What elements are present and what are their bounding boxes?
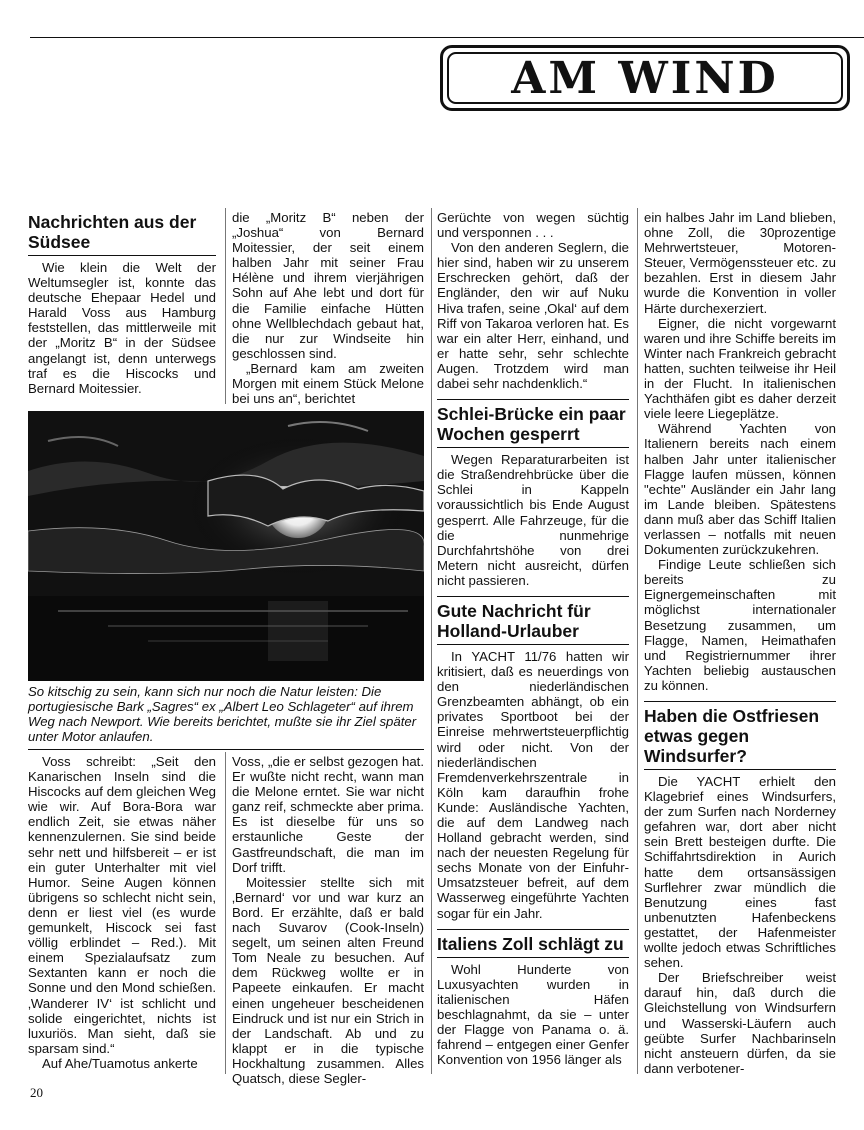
headline-holland-urlauber: Gute Nachricht für Holland-Urlauber (437, 596, 629, 645)
paragraph: Voss, „die er selbst gezogen hat. Er wußte nicht recht, wann man die Melone erntet. Sie war nicht ganz reif, schmeckte aber prima. Es ist dieselbe für uns so erstaunliche Geste der Gastfreundschaft, die man im Dorf trifft. (232, 754, 424, 875)
paragraph: Gerüchte von wegen süchtig und versponnen . . . (437, 210, 629, 241)
article-suedsee-intro (28, 212, 216, 396)
column-divider (225, 752, 226, 1074)
headline-italiens-zoll: Italiens Zoll schlägt zu (437, 929, 629, 958)
photo-caption: So kitschig zu sein, kann sich nur noch die Natur leisten: Die portugiesische Bark „Sagres“ ex „Albert Leo Schlageter“ auf ihrem Weg nach Newport. Wie bereits berichtet, mußte sie ihr Ziel später unter Motor anlaufen. (28, 684, 417, 744)
page-number: 20 (30, 1085, 43, 1100)
paragraph: Auf Ahe/Tuamotus ankerte (42, 1055, 198, 1071)
caption-rule (28, 749, 424, 750)
top-rule (30, 37, 864, 38)
column-four (644, 210, 836, 1076)
paragraph: Während Yachten von Italienern bereits nach einem halben Jahr unter italienischer Flagge laufen müssen, können "echte" Ausländer ein Jahr lang im Lande bleiben. Spätestens dann muß aber das Schiff Italien verlassen – notfalls mit neuen Dokumenten zurückzukehren. (644, 421, 836, 558)
paragraph: Voss schreibt: „Seit den Kanarischen Inseln sind die Hiscocks auf dem gleichen Weg wie wir. Auf Bora-Bora war endlich Zeit, sie etwas näher kennenzulernen. Sie sind beide sehr nett und hilfsbereit – er ist ein guter Unterhalter mit viel Humor. Seine Augen können übrigens so schlecht nicht sein, denn er liest viel (es wurde gemunkelt, Hiscock sei fast völlig erblindet – Red.). Mit einem Spezialaufsatz zum Sextanten kann er noch die Sonne und den Mond schießen. ‚Wanderer IV‘ ist schlicht und solide eingerichtet, nichts ist luxuriös. Man sieht, daß sie sparsam sind.“ (28, 754, 216, 1056)
column-divider (637, 208, 638, 1074)
article-voss-report-continued (232, 754, 424, 1086)
paragraph: die „Moritz B“ neben der „Joshua“ von Bernard Moitessier, der seit einem halben Jahr mit seiner Frau Hélène und ihrem vierjährigen Sohn auf Ahe lebt und dort für die Familie einfache Hütten ohne Wellblechdach gebaut hat, die nur zur Windseite hin geschlossen sind. (232, 210, 424, 361)
paragraph: Findige Leute schließen sich bereits zu Eignergemeinschaften mit möglichst internationaler Besetzung zusammen, um Flagge, Namen, Heimathafen und Registriernummer ihrer Yachten beliebig austauschen zu können. (644, 557, 836, 693)
sunset-photo-graphic (28, 411, 424, 681)
column-divider (225, 208, 226, 404)
headline-suedsee: Nachrichten aus der Südsee (28, 212, 216, 256)
section-logo-text: AM WIND (511, 52, 779, 104)
paragraph: „Bernard kam am zweiten Morgen mit einem Stück Melone bei uns an“, berichtet (232, 360, 424, 407)
paragraph: Wegen Reparaturarbeiten ist die Straßendrehbrücke über die Schlei in Kappeln voraussichtlich bis Ende August gesperrt. Alle Fahrzeuge, für die die nunmehrige Durchfahrtshöhe von drei Metern nicht ausreicht, dürfen nicht passieren. (437, 452, 629, 588)
paragraph: ein halbes Jahr im Land blieben, ohne Zoll, die 30prozentige Mehrwertsteuer, Motoren-Steuer, Vermögenssteuer etc. zu bezahlen. Erst in diesem Jahr wurde die Konvention in voller Härte durchexerziert. (644, 210, 836, 316)
paragraph: In YACHT 11/76 hatten wir kritisiert, daß es neuerdings von den niederländischen Grenzbeamten abhängt, ob ein privates Sportboot bei der Einreise mehrwertsteuerpflichtig wird oder nicht. Von der niederländischen Fremdenverkehrszentrale in Köln kam daraufhin frohe Kunde: Ausländische Yachten, die auf dem Landweg nach Holland gebracht werden, sind nach der neuesten Regelung für sechs Monate von der Einfuhr-Umsatzsteuer befreit, auf dem Wasserweg eingeführte Yachten sogar für ein Jahr. (437, 648, 629, 921)
column-divider (431, 208, 432, 1074)
paragraph: Wohl Hunderte von Luxusyachten wurden in italienischen Häfen beschlagnahmt, da sie – unter der Flagge von Panama o. ä. fahrend – entgegen einer Genfer Konvention von 1956 länger als (437, 961, 629, 1068)
paragraph: Eigner, die nicht vorgewarnt waren und ihre Schiffe bereits im Winter nach Frankreich gebracht hatten, suchten teilweise ihr Heil in der Flucht. In italienischen Yachthäfen gibt es daher derzeit viele leere Liegeplätze. (644, 315, 836, 422)
paragraph: Von den anderen Seglern, die hier sind, haben wir zu unserem Erschrecken gehört, daß der Engländer, den wir auf Nuku Hiva trafen, seine ‚Okal‘ auf dem Riff von Takaroa verloren hat. Es war ein alter Herr, einhand, und er hatte sehr, sehr schlechte Augen. Trotzdem wird man dabei sehr nachdenklich.“ (437, 240, 629, 392)
headline-ostfriesen-windsurfer: Haben die Ostfriesen etwas gegen Windsurfer? (644, 701, 836, 770)
article-suedsee-continued (232, 210, 424, 406)
article-voss-report (28, 754, 216, 1071)
column-three (437, 210, 629, 1067)
section-logo (440, 45, 850, 111)
paragraph: Der Briefschreiber weist darauf hin, daß durch die Gleichstellung von Windsurfern und Wasserski-Läufern auch geübte Surfer Nachbarinseln nicht ansteuern dürfen, da sie dann verbotener- (644, 970, 836, 1076)
paragraph: Die YACHT erhielt den Klagebrief eines Windsurfers, der zum Surfen nach Norderney gefahren war, dort aber nicht sein Brett besteigen durfte. Die Schiffahrtsdirektion in Aurich hatte dem ortsansässigen Surflehrer zwar mündlich die Benutzung eines fast unbenutzten Hafenbeckens gestattet, der Hafenmeister wollte jedoch etwas Schriftliches sehen. (644, 774, 836, 971)
paragraph: Moitessier stellte sich mit ‚Bernard‘ vor und war kurz an Bord. Er erzählte, daß er bald nach Suvarov (Cook-Inseln) segelt, um seinen alten Freund Tom Neale zu besuchen. Auf dem Rückweg wollte er in Papeete einkaufen. Er macht einen ungeheuer bescheidenen Eindruck und ist nur ein Strich in der Landschaft. Ab und zu klappt er in die typische Hockhaltung zusammen. Alles Quatsch, diese Segler- (232, 874, 424, 1086)
paragraph: Wie klein die Welt der Weltumsegler ist, konnte das deutsche Ehepaar Hedel und Harald Voss aus Hamburg feststellen, das mittlerweile mit der „Moritz B“ in der Südsee angelangt ist, denn unterwegs traf es die Hiscocks und Bernard Moitessier. (28, 260, 216, 396)
sunset-ship-photo (28, 411, 424, 681)
headline-schlei-bruecke: Schlei-Brücke ein paar Wochen gesperrt (437, 399, 629, 448)
